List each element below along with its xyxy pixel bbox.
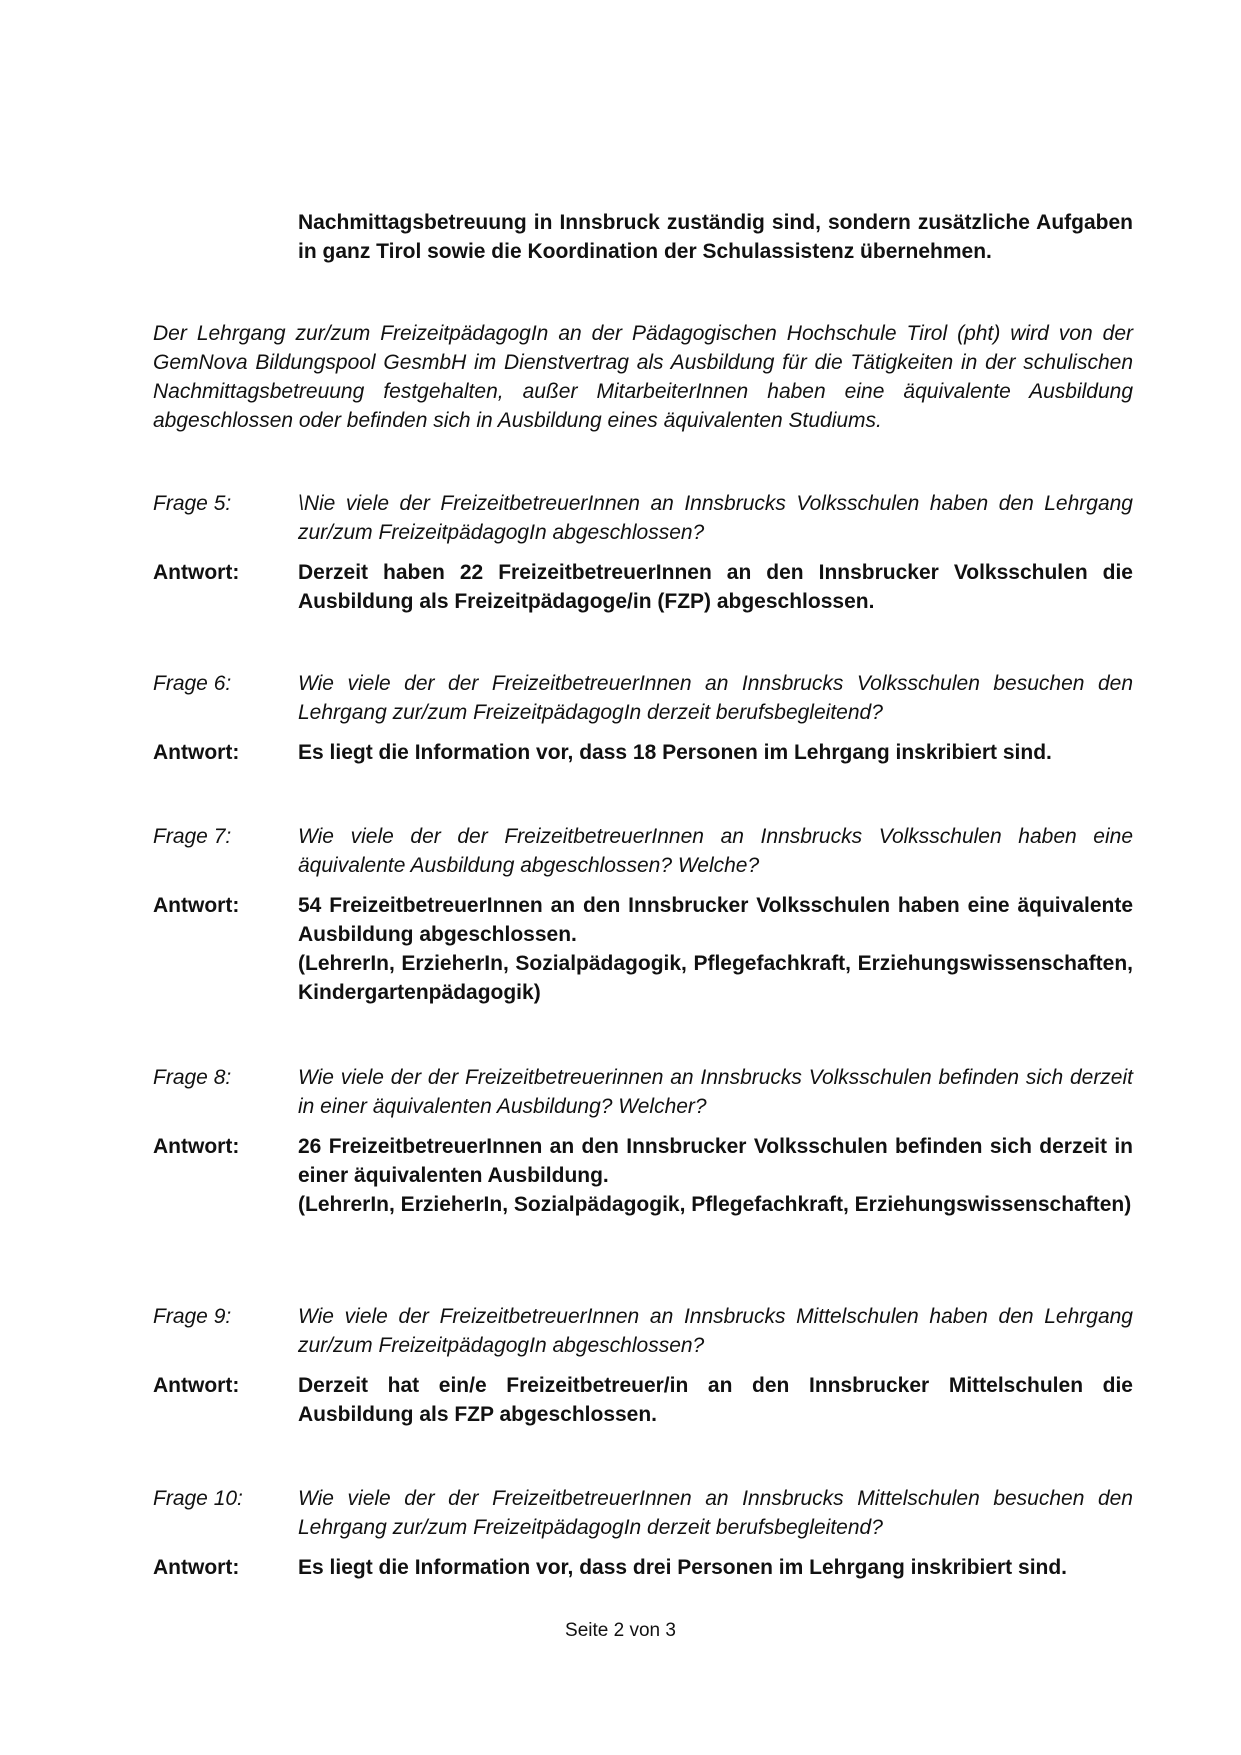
question-label: Frage 6: [153, 672, 232, 695]
question-row [153, 669, 1133, 727]
question-label: Frage 10: [153, 1487, 243, 1510]
answer-text [298, 891, 1133, 1007]
answer-row [153, 891, 1133, 1007]
answer-line: (LehrerIn, ErzieherIn, Sozialpädagogik, Pflegefachkraft, Erziehungswissenschaften) [298, 1193, 1132, 1216]
question-label: Frage 7: [153, 825, 232, 848]
answer-text [298, 558, 1133, 616]
question-row [153, 1484, 1133, 1542]
qa-block [153, 1063, 1133, 1219]
italic-note-paragraph: Der Lehrgang zur/zum FreizeitpädagogIn an der Pädagogischen Hochschule Tirol (pht) wird von der GemNova Bildungspool GesmbH im Dienstvertrag als Ausbildung für die Tätigkeiten in der schulischen Nachmittagsbetreuung festgehalten, außer MitarbeiterInnen haben eine äquivalente Ausbildung abgeschlossen oder befinden sich in Ausbildung eines äquivalenten Studiums. [153, 322, 1133, 432]
answer-row [153, 1132, 1133, 1219]
question-text: Wie viele der der FreizeitbetreuerInnen an Innsbrucks Mittelschulen besuchen den Lehrgang zur/zum FreizeitpädagogIn derzeit berufsbegleitend? [298, 1487, 1133, 1539]
question-label: Frage 9: [153, 1305, 232, 1328]
answer-label: Antwort: [153, 741, 240, 764]
qa-block [153, 669, 1133, 767]
qa-block [153, 1484, 1133, 1582]
question-text: \Nie viele der FreizeitbetreuerInnen an Innsbrucks Volksschulen haben den Lehrgang zur/zum FreizeitpädagogIn abgeschlossen? [298, 492, 1133, 544]
answer-label: Antwort: [153, 561, 240, 584]
question-label: Frage 5: [153, 492, 232, 515]
answer-label: Antwort: [153, 894, 240, 917]
question-text: Wie viele der FreizeitbetreuerInnen an Innsbrucks Mittelschulen haben den Lehrgang zur/zum FreizeitpädagogIn abgeschlossen? [298, 1305, 1133, 1357]
page-number-footer: Seite 2 von 3 [565, 1620, 676, 1641]
answer-line: Derzeit haben 22 FreizeitbetreuerInnen an den Innsbrucker Volksschulen die Ausbildung als Freizeitpädagoge/in (FZP) abgeschlossen. [298, 561, 1133, 613]
answer-row [153, 1371, 1133, 1429]
answer-line: 26 FreizeitbetreuerInnen an den Innsbrucker Volksschulen befinden sich derzeit in einer äquivalenten Ausbildung. [298, 1135, 1133, 1187]
answer-label: Antwort: [153, 1556, 240, 1579]
qa-block [153, 489, 1133, 616]
answer-text [298, 1553, 1133, 1582]
qa-block [153, 1302, 1133, 1429]
answer-line: Derzeit hat ein/e Freizeitbetreuer/in an den Innsbrucker Mittelschulen die Ausbildung als FZP abgeschlossen. [298, 1374, 1133, 1426]
question-row [153, 1063, 1133, 1121]
answer-line: Es liegt die Information vor, dass drei Personen im Lehrgang inskribiert sind. [298, 1556, 1068, 1579]
answer-line: (LehrerIn, ErzieherIn, Sozialpädagogik, Pflegefachkraft, Erziehungswissenschaften, Kindergartenpädagogik) [298, 952, 1133, 1004]
answer-row [153, 738, 1133, 767]
question-row [153, 822, 1133, 880]
question-row [153, 1302, 1133, 1360]
answer-text [298, 1132, 1133, 1219]
question-text: Wie viele der der FreizeitbetreuerInnen an Innsbrucks Volksschulen besuchen den Lehrgang zur/zum FreizeitpädagogIn derzeit berufsbegleitend? [298, 672, 1133, 724]
question-row [153, 489, 1133, 547]
question-text: Wie viele der der Freizeitbetreuerinnen an Innsbrucks Volksschulen befinden sich derzeit in einer äquivalenten Ausbildung? Welcher? [298, 1066, 1133, 1118]
answer-line: Es liegt die Information vor, dass 18 Personen im Lehrgang inskribiert sind. [298, 741, 1052, 764]
answer-text [298, 1371, 1133, 1429]
answer-row [153, 558, 1133, 616]
answer-text [298, 738, 1133, 767]
question-text: Wie viele der der FreizeitbetreuerInnen an Innsbrucks Volksschulen haben eine äquivalente Ausbildung abgeschlossen? Welche? [298, 825, 1133, 877]
answer-label: Antwort: [153, 1135, 240, 1158]
answer-label: Antwort: [153, 1374, 240, 1397]
answer-row [153, 1553, 1133, 1582]
intro-bold-paragraph: Nachmittagsbetreuung in Innsbruck zuständig sind, sondern zusätzliche Aufgaben in ganz Tirol sowie die Koordination der Schulassistenz übernehmen. [298, 211, 1133, 263]
qa-block [153, 822, 1133, 1007]
question-label: Frage 8: [153, 1066, 232, 1089]
answer-line: 54 FreizeitbetreuerInnen an den Innsbrucker Volksschulen haben eine äquivalente Ausbildung abgeschlossen. [298, 894, 1133, 946]
